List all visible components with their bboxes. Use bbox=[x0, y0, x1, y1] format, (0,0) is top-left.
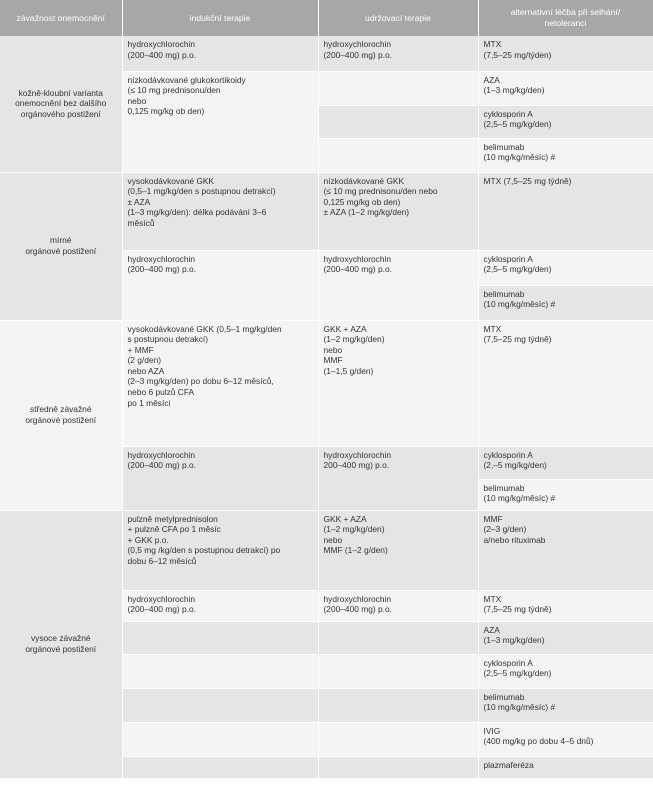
alternative-cell: MMF (2–3 g/den) a/nebo rituximab bbox=[478, 510, 653, 590]
alternative-cell: MTX (7,5–25 mg/týden) bbox=[478, 36, 653, 71]
severity-cell: vysoce závažné orgánové postižení bbox=[0, 510, 122, 778]
maintenance-cell: hydroxychlorochin (200–400 mg) p.o. bbox=[318, 590, 478, 621]
induction-cell: nízkodávkované glukokortikoidy (≤ 10 mg prednisonu/den nebo 0,125 mg/kg ob den) bbox=[122, 71, 318, 172]
severity-cell: středně závažné orgánové postižení bbox=[0, 320, 122, 510]
maintenance-cell: hydroxychlorochin 200–400 mg) p.o. bbox=[318, 446, 478, 510]
alternative-cell: cyklosporin A (2,–5 mg/kg/den) bbox=[478, 446, 653, 479]
maintenance-cell bbox=[318, 688, 478, 722]
alternative-cell: MTX (7,5–25 mg týdně) bbox=[478, 320, 653, 446]
table-row bbox=[0, 320, 653, 446]
induction-cell bbox=[122, 688, 318, 722]
table-row bbox=[0, 36, 653, 71]
maintenance-cell bbox=[318, 621, 478, 654]
induction-cell: hydroxychlorochin (200–400 mg) p.o. bbox=[122, 590, 318, 621]
maintenance-cell bbox=[318, 722, 478, 756]
induction-cell: hydroxychlorochin (200–400 mg) p.o. bbox=[122, 446, 318, 510]
table-row bbox=[0, 172, 653, 250]
alternative-cell: IVIG (400 mg/kg po dobu 4–5 dnů) bbox=[478, 722, 653, 756]
induction-cell bbox=[122, 654, 318, 688]
induction-cell bbox=[122, 722, 318, 756]
maintenance-cell bbox=[318, 138, 478, 172]
induction-cell: vysokodávkované GKK (0,5–1 mg/kg/den s postupnou detrakcí) + MMF (2 g/den) nebo AZA (2–3 mg/kg/den) po dobu 6–12 měsíců, nebo 6 pulzů CFA po 1 měsíci bbox=[122, 320, 318, 446]
severity-cell: kožně-kloubní varianta onemocnění bez dalšího orgánového postižení bbox=[0, 36, 122, 172]
maintenance-cell: hydroxychlorochin (200–400 mg) p.o. bbox=[318, 250, 478, 320]
header-induction: indukční terapie bbox=[122, 0, 318, 36]
alternative-cell: AZA (1–3 mg/kg/den) bbox=[478, 71, 653, 105]
induction-cell: hydroxychlorochin (200–400 mg) p.o. bbox=[122, 36, 318, 71]
maintenance-cell: hydroxychlorochin (200–400 mg) p.o. bbox=[318, 36, 478, 71]
alternative-cell: belimumab (10 mg/kg/měsíc) # bbox=[478, 138, 653, 172]
alternative-cell: cyklosporin A (2,5–5 mg/kg/den) bbox=[478, 250, 653, 285]
maintenance-cell bbox=[318, 71, 478, 105]
induction-cell: vysokodávkované GKK (0,5–1 mg/kg/den s postupnou detrakcí) ± AZA (1–3 mg/kg/den): délka podávání 3–6 měsíců bbox=[122, 172, 318, 250]
induction-cell bbox=[122, 756, 318, 778]
header-maintenance: udržovací terapie bbox=[318, 0, 478, 36]
alternative-cell: cyklosporin A (2,5–5 mg/kg/den) bbox=[478, 654, 653, 688]
alternative-cell: MTX (7,5–25 mg týdně) bbox=[478, 590, 653, 621]
maintenance-cell bbox=[318, 105, 478, 138]
header-alternative: alternativní léčba při selhání/ netoleranci bbox=[478, 0, 653, 36]
maintenance-cell bbox=[318, 756, 478, 778]
maintenance-cell: GKK + AZA (1–2 mg/kg/den) nebo MMF (1–1,5 g/den) bbox=[318, 320, 478, 446]
alternative-cell: cyklosporin A (2,5–5 mg/kg/den) bbox=[478, 105, 653, 138]
alternative-cell: MTX (7,5–25 mg týdně) bbox=[478, 172, 653, 250]
alternative-cell: belimumab (10 mg/kg/měsíc) # bbox=[478, 479, 653, 510]
maintenance-cell bbox=[318, 654, 478, 688]
induction-cell: hydroxychlorochin (200–400 mg) p.o. bbox=[122, 250, 318, 320]
header-row bbox=[0, 0, 653, 36]
header-severity: závažnost onemocnění bbox=[0, 0, 122, 36]
severity-cell: mírné orgánové postižení bbox=[0, 172, 122, 320]
induction-cell bbox=[122, 621, 318, 654]
induction-cell: pulzně metylprednisolon + pulzně CFA po 1 měsíc + GKK p.o. (0,5 mg /kg/den s postupnou detrakcí) po dobu 6–12 měsíců bbox=[122, 510, 318, 590]
maintenance-cell: nízkodávkované GKK (≤ 10 mg prednisonu/den nebo 0,125 mg/kg ob den) ± AZA (1–2 mg/kg/den) bbox=[318, 172, 478, 250]
alternative-cell: plazmaferéza bbox=[478, 756, 653, 778]
alternative-cell: AZA (1–3 mg/kg/den) bbox=[478, 621, 653, 654]
alternative-cell: belimumab (10 mg/kg/měsíc) # bbox=[478, 285, 653, 320]
maintenance-cell: GKK + AZA (1–2 mg/kg/den) nebo MMF (1–2 g/den) bbox=[318, 510, 478, 590]
alternative-cell: belimumab (10 mg/kg/měsíc) # bbox=[478, 688, 653, 722]
table-row bbox=[0, 510, 653, 590]
